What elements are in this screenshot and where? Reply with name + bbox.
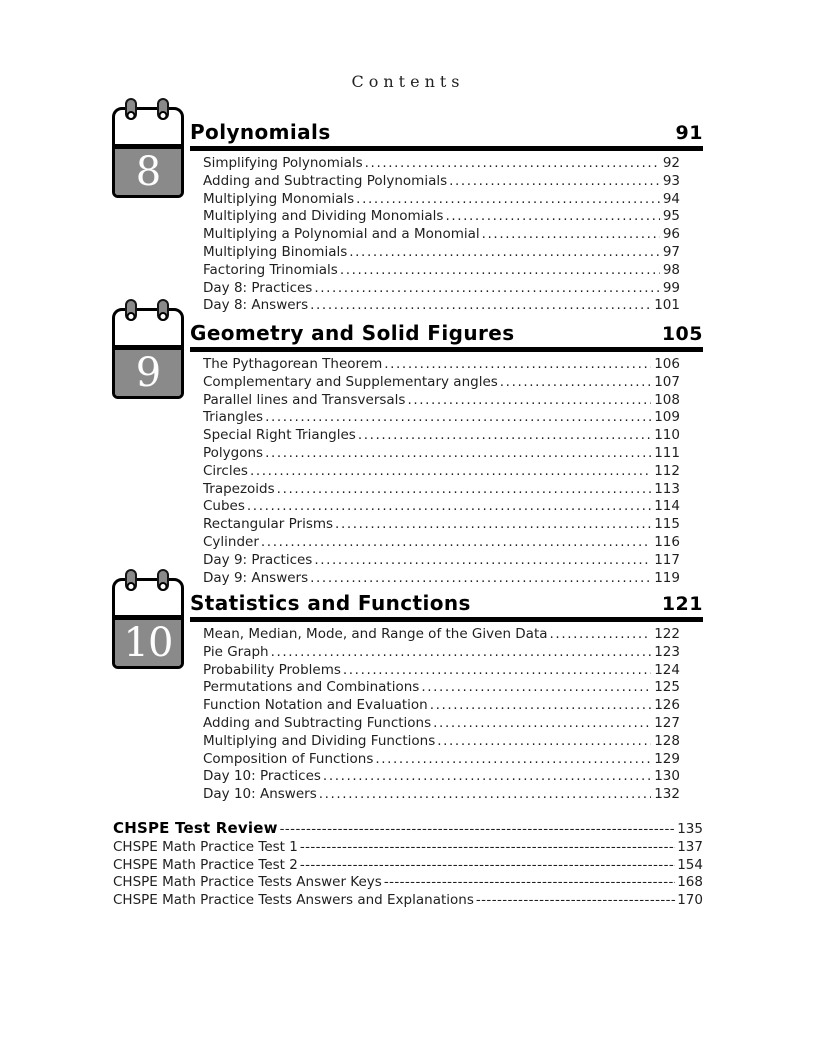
dot-leader [482, 226, 660, 244]
chapter-entry-list [203, 626, 680, 804]
toc-entry-page: 116 [654, 533, 680, 550]
dot-leader [314, 280, 659, 298]
chapter-number: 10 [123, 620, 173, 666]
toc-entry [203, 226, 680, 244]
toc-entry-page: 93 [662, 172, 680, 189]
calendar-body [115, 144, 181, 195]
toc-entry [203, 374, 680, 392]
toc-entry [203, 786, 680, 804]
toc-entry-page: 112 [654, 462, 680, 479]
dot-leader [349, 244, 660, 262]
toc-entry-label: Cubes [203, 498, 245, 515]
dot-leader [250, 463, 651, 481]
page-title: Contents [351, 72, 465, 91]
dot-leader [265, 409, 651, 427]
toc-entry-label: Multiplying a Polynomial and a Monomial [203, 226, 480, 243]
back-matter-entry [113, 892, 703, 910]
chapter-page-number: 105 [661, 323, 703, 345]
toc-entry-label: Day 8: Practices [203, 279, 313, 296]
back-matter-label: CHSPE Math Practice Tests Answer Keys [113, 874, 382, 891]
toc-entry [203, 626, 680, 644]
toc-entry [203, 498, 680, 516]
toc-entry-label: Circles [203, 462, 248, 479]
toc-entry-label: Day 9: Practices [203, 551, 313, 568]
toc-entry-page: 126 [654, 697, 680, 714]
toc-entry [203, 733, 680, 751]
toc-entry-page: 128 [654, 732, 680, 749]
calendar-pin-icon [157, 299, 169, 321]
toc-entry-page: 127 [654, 714, 680, 731]
back-matter-label: CHSPE Math Practice Test 1 [113, 838, 298, 855]
dot-leader [437, 733, 651, 751]
toc-entry-page: 98 [662, 261, 680, 278]
toc-entry-label: The Pythagorean Theorem [203, 356, 383, 372]
toc-entry-label: Multiplying Monomials [203, 190, 355, 207]
toc-entry [203, 244, 680, 262]
toc-entry-page: 95 [662, 208, 680, 225]
toc-entry-label: Triangles [203, 409, 264, 426]
toc-entry-label: Cylinder [203, 533, 259, 550]
dot-leader [358, 427, 651, 445]
toc-entry-page: 109 [654, 409, 680, 426]
toc-entry [203, 697, 680, 715]
toc-entry-label: Function Notation and Evaluation [203, 697, 428, 714]
toc-entry-page: 129 [654, 750, 680, 767]
dot-leader [430, 697, 652, 715]
dot-leader [433, 715, 651, 733]
toc-entry-label: Multiplying Binomials [203, 243, 348, 260]
dot-leader [261, 534, 651, 552]
toc-entry-page: 106 [654, 356, 680, 372]
toc-entry-page: 123 [654, 643, 680, 660]
dash-leader [280, 821, 676, 839]
toc-entry-label: Pie Graph [203, 643, 269, 660]
toc-entry-page: 92 [662, 155, 680, 171]
dot-leader [323, 768, 651, 786]
toc-entry-label: Factoring Trinomials [203, 261, 338, 278]
toc-entry-label: Permutations and Combinations [203, 679, 420, 696]
toc-entry [203, 173, 680, 191]
back-matter-page: 168 [677, 874, 703, 891]
dot-leader [343, 662, 651, 680]
toc-entry [203, 644, 680, 662]
calendar-pin-icon [125, 569, 137, 591]
dot-leader [407, 392, 651, 410]
toc-entry [203, 262, 680, 280]
chapter-number: 9 [135, 350, 161, 396]
back-matter-label: CHSPE Math Practice Test 2 [113, 856, 298, 873]
back-matter-list [113, 820, 703, 910]
toc-entry-page: 117 [654, 551, 680, 568]
dash-leader [300, 857, 675, 875]
dot-leader [335, 516, 651, 534]
toc-entry-page: 114 [654, 498, 680, 515]
chapter-entry-list [203, 356, 680, 587]
chapter-page-number: 121 [661, 593, 703, 615]
back-matter-entry [113, 857, 703, 875]
calendar-icon [112, 578, 184, 669]
dot-leader [445, 208, 659, 226]
toc-entry-page: 97 [662, 243, 680, 260]
toc-entry-page: 94 [662, 190, 680, 207]
toc-entry-label: Multiplying and Dividing Functions [203, 732, 436, 749]
dot-leader [375, 751, 651, 769]
toc-entry [203, 516, 680, 534]
chapter-number: 8 [135, 149, 161, 195]
dot-leader [277, 481, 652, 499]
toc-entry [203, 552, 680, 570]
dot-leader [449, 173, 660, 191]
toc-entry-page: 132 [654, 786, 680, 803]
back-matter-entry [113, 839, 703, 857]
toc-entry [203, 155, 680, 173]
toc-entry-label: Probability Problems [203, 661, 341, 678]
toc-entry-label: Day 10: Practices [203, 768, 321, 785]
toc-entry [203, 463, 680, 481]
toc-entry-page: 130 [654, 768, 680, 785]
dot-leader [247, 498, 651, 516]
toc-entry [203, 427, 680, 445]
back-matter-label: CHSPE Math Practice Tests Answers and Explanations [113, 892, 474, 908]
toc-entry-page: 124 [654, 661, 680, 678]
back-matter-label: CHSPE Test Review [113, 819, 278, 837]
chapter-heading [190, 110, 703, 151]
back-matter-entry [113, 874, 703, 892]
toc-entry-label: Adding and Subtracting Polynomials [203, 172, 448, 189]
chapter-heading [190, 311, 703, 352]
dot-leader [356, 191, 660, 209]
toc-entry-label: Special Right Triangles [203, 427, 356, 444]
back-matter-page: 154 [677, 856, 703, 873]
calendar-pin-icon [125, 299, 137, 321]
toc-entry [203, 392, 680, 410]
chapter-page-number: 91 [675, 122, 703, 144]
toc-entry-page: 107 [654, 373, 680, 390]
calendar-pin-icon [157, 98, 169, 120]
calendar-body [115, 345, 181, 396]
toc-entry [203, 751, 680, 769]
toc-entry-label: Simplifying Polynomials [203, 155, 363, 171]
toc-entry [203, 768, 680, 786]
calendar-ring-icon [159, 312, 168, 321]
dot-leader [271, 644, 652, 662]
chapter-title: Statistics and Functions [190, 591, 471, 615]
toc-entry [203, 356, 680, 374]
back-matter-page: 135 [677, 821, 703, 837]
toc-entry [203, 715, 680, 733]
dot-leader [421, 679, 651, 697]
toc-entry-label: Rectangular Prisms [203, 516, 334, 533]
toc-entry-page: 99 [662, 279, 680, 296]
toc-entry [203, 662, 680, 680]
dot-leader [384, 356, 651, 374]
toc-entry-label: Mean, Median, Mode, and Range of the Given Data [203, 626, 548, 642]
toc-entry-page: 113 [654, 480, 680, 497]
calendar-icon [112, 107, 184, 198]
toc-entry [203, 481, 680, 499]
calendar-icon [112, 308, 184, 399]
toc-entry-page: 110 [654, 427, 680, 444]
calendar-ring-icon [127, 582, 136, 591]
dash-leader [384, 874, 675, 892]
dot-leader [314, 552, 651, 570]
toc-entry-label: Trapezoids [203, 480, 275, 497]
toc-entry [203, 280, 680, 298]
toc-entry-label: Day 9: Answers [203, 569, 309, 586]
toc-entry-page: 125 [654, 679, 680, 696]
dot-leader [500, 374, 651, 392]
toc-entry-label: Composition of Functions [203, 750, 374, 767]
dash-leader [476, 892, 675, 910]
toc-entry-label: Multiplying and Dividing Monomials [203, 208, 444, 225]
toc-entry [203, 191, 680, 209]
toc-entry-page: 115 [654, 516, 680, 533]
toc-entry-page: 119 [654, 569, 680, 586]
toc-entry [203, 409, 680, 427]
calendar-pin-icon [157, 569, 169, 591]
toc-entry-label: Complementary and Supplementary angles [203, 373, 498, 390]
chapter-title: Polynomials [190, 120, 331, 144]
chapter-title: Geometry and Solid Figures [190, 321, 515, 345]
calendar-ring-icon [159, 111, 168, 120]
toc-entry-label: Parallel lines and Transversals [203, 391, 406, 408]
calendar-ring-icon [127, 312, 136, 321]
toc-entry [203, 445, 680, 463]
dot-leader [365, 155, 660, 173]
dot-leader [550, 626, 652, 644]
toc-entry-label: Polygons [203, 444, 264, 461]
chapter-entry-list [203, 155, 680, 315]
calendar-ring-icon [159, 582, 168, 591]
toc-entry-page: 96 [662, 226, 680, 243]
toc-entry-label: Day 8: Answers [203, 297, 309, 314]
back-matter-entry [113, 820, 703, 839]
back-matter-page: 137 [677, 838, 703, 855]
toc-entry-label: Day 10: Answers [203, 786, 317, 803]
dot-leader [265, 445, 651, 463]
back-matter-page: 170 [677, 892, 703, 908]
dash-leader [300, 839, 675, 857]
chapter-heading [190, 581, 703, 622]
dot-leader [319, 786, 651, 804]
toc-entry [203, 534, 680, 552]
toc-entry-label: Adding and Subtracting Functions [203, 714, 432, 731]
calendar-ring-icon [127, 111, 136, 120]
toc-entry [203, 208, 680, 226]
toc-entry-page: 122 [654, 626, 680, 642]
dot-leader [340, 262, 660, 280]
toc-entry [203, 679, 680, 697]
toc-entry-page: 111 [654, 444, 680, 461]
toc-entry-page: 108 [654, 391, 680, 408]
toc-entry-page: 101 [654, 297, 680, 314]
calendar-body [115, 615, 181, 666]
calendar-pin-icon [125, 98, 137, 120]
